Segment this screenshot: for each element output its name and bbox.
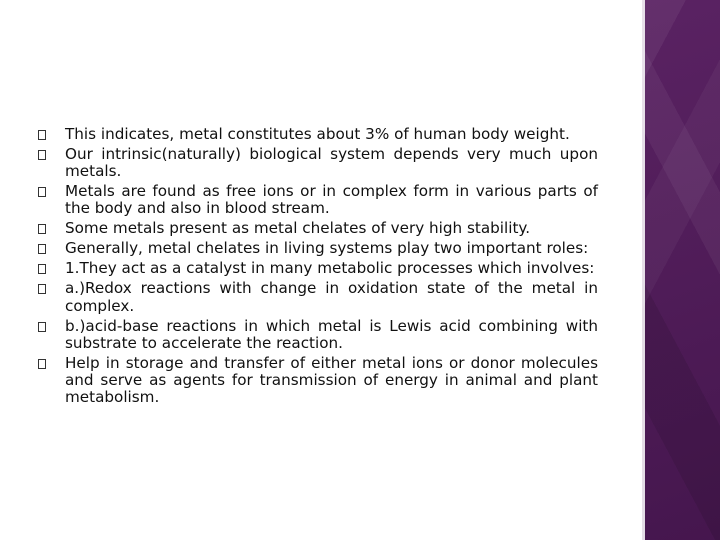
bullet-text: Help in storage and transfer of either metal ions or donor molecules and serve as agents for transmission of energy in animal and plant metabolism. xyxy=(65,353,598,407)
decorative-side-panel xyxy=(642,0,720,540)
bullet-box-icon xyxy=(38,224,46,234)
bullet-text: Generally, metal chelates in living systems play two important roles: xyxy=(65,239,589,258)
bullet-text: 1.They act as a catalyst in many metabolic processes which involves: xyxy=(65,259,595,278)
bullet-item xyxy=(38,126,598,143)
bullet-box-icon xyxy=(38,150,46,160)
bullet-item xyxy=(38,220,598,237)
bullet-content xyxy=(38,126,598,409)
bullet-item xyxy=(38,240,598,257)
bullet-item xyxy=(38,260,598,277)
bullet-item xyxy=(38,318,598,352)
bullet-item xyxy=(38,183,598,217)
bullet-text: Metals are found as free ions or in complex form in various parts of the body and also in blood stream. xyxy=(65,182,598,218)
bullet-box-icon xyxy=(38,284,46,294)
bullet-text: Our intrinsic(naturally) biological system depends very much upon metals. xyxy=(65,145,598,181)
bullet-item xyxy=(38,355,598,407)
bullet-box-icon xyxy=(38,244,46,254)
bullet-item xyxy=(38,280,598,314)
bullet-text: Some metals present as metal chelates of very high stability. xyxy=(65,219,531,238)
bullet-list xyxy=(38,126,598,406)
bullet-text: b.)acid-base reactions in which metal is Lewis acid combining with substrate to accelerate the reaction. xyxy=(65,316,598,352)
bullet-text: This indicates, metal constitutes about 3% of human body weight. xyxy=(65,125,570,143)
bullet-box-icon xyxy=(38,187,46,197)
bullet-box-icon xyxy=(38,130,46,140)
bullet-text: a.)Redox reactions with change in oxidation state of the metal in complex. xyxy=(65,279,598,315)
bullet-box-icon xyxy=(38,359,46,369)
bullet-box-icon xyxy=(38,264,46,274)
bullet-item xyxy=(38,146,598,180)
bullet-box-icon xyxy=(38,322,46,332)
